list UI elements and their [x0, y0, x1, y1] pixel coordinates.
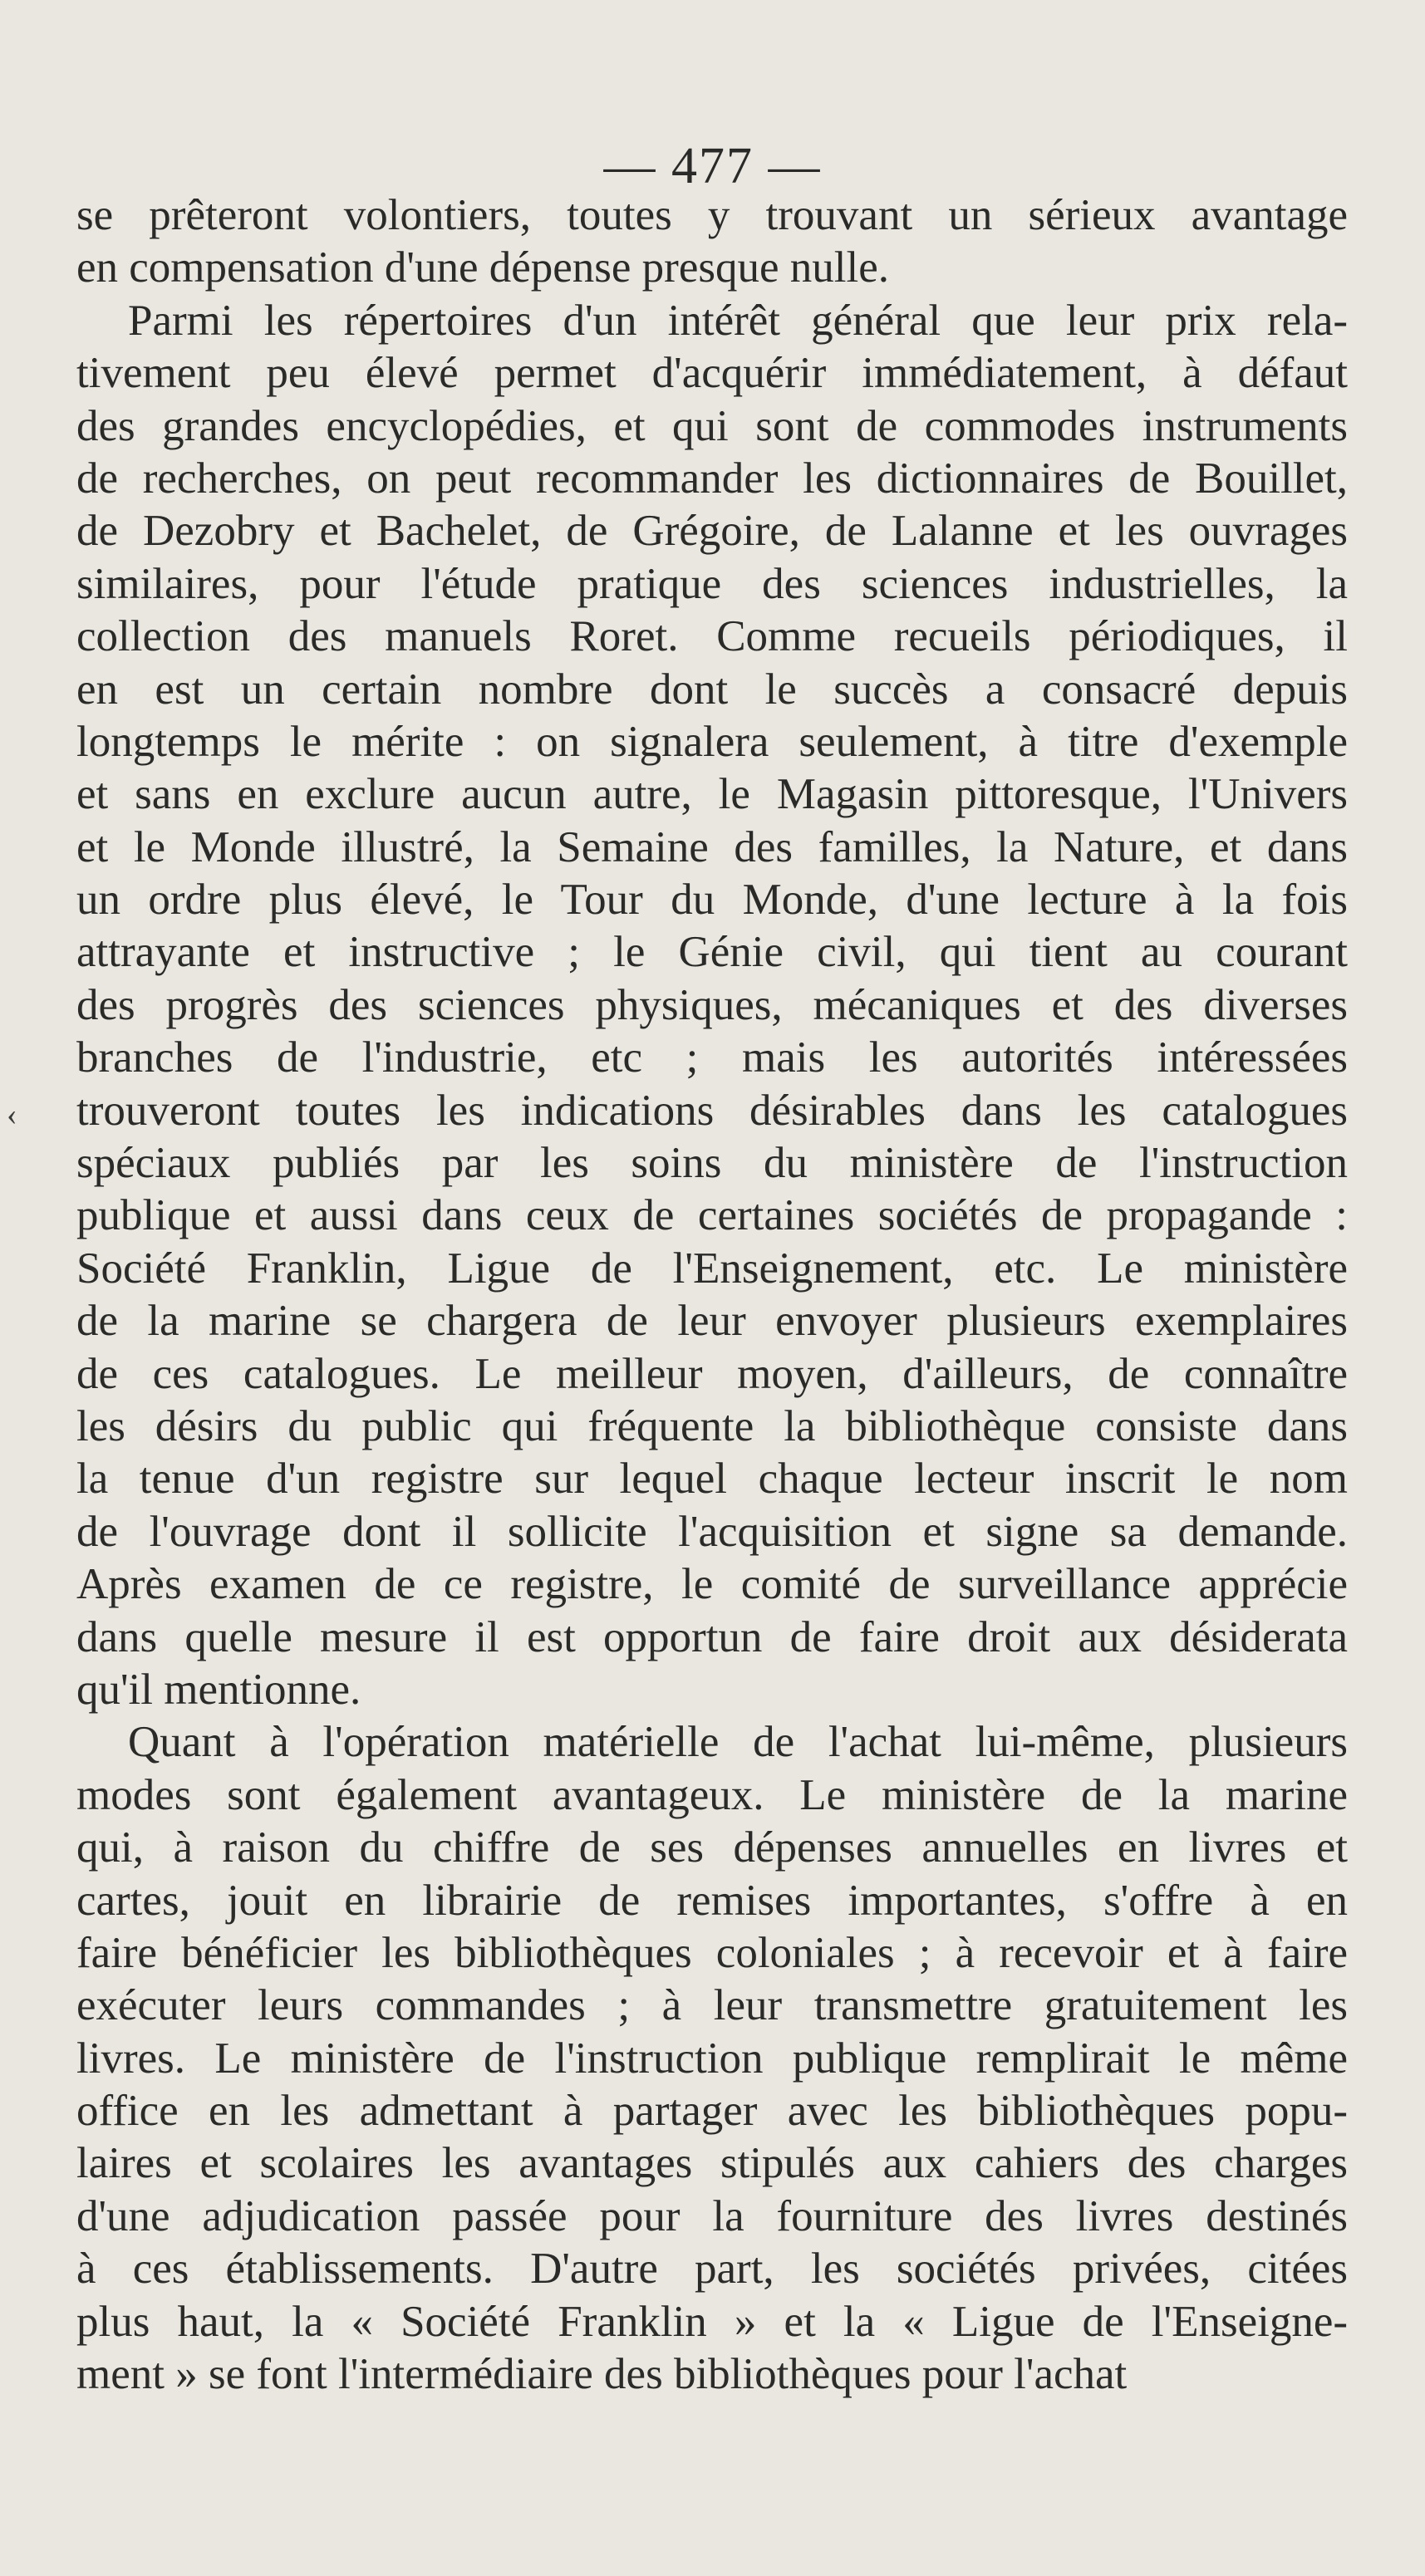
text-line: dans quelle mesure il est opportun de faire droit aux désiderata [76, 1612, 1348, 1661]
text-line: livres. Le ministère de l'instruction publique remplirait le même [76, 2034, 1348, 2083]
text-line: longtemps le mérite : on signalera seulement, à titre d'exemple [76, 717, 1348, 766]
margin-mark: ‹ [7, 1097, 17, 1132]
text-line: des grandes encyclopédies, et qui sont de commodes instruments [76, 401, 1348, 450]
body-text [76, 189, 1348, 2401]
text-line: ment » se font l'intermédiaire des bibliothèques pour l'achat [76, 2350, 1128, 2399]
text-line: faire bénéficier les bibliothèques coloniales ; à recevoir et à faire [76, 1928, 1348, 1977]
text-line: en est un certain nombre dont le succès a consacré depuis [76, 665, 1348, 714]
text-line: de la marine se chargera de leur envoyer plusieurs exemplaires [76, 1297, 1348, 1346]
text-line: trouveront toutes les indications désirables dans les catalogues [76, 1086, 1348, 1135]
text-line: Quant à l'opération matérielle de l'achat lui-même, plusieurs [128, 1718, 1348, 1767]
text-line: publique et aussi dans ceux de certaines sociétés de propagande : [76, 1191, 1348, 1240]
text-line: la tenue d'un registre sur lequel chaque lecteur inscrit le nom [76, 1455, 1348, 1504]
text-line: tivement peu élevé permet d'acquérir immédiatement, à défaut [76, 349, 1348, 398]
text-line: exécuter leurs commandes ; à leur transmettre gratuitement les [76, 1981, 1348, 2030]
text-line: plus haut, la « Société Franklin » et la « Ligue de l'Enseigne- [76, 2297, 1348, 2346]
text-line: de Dezobry et Bachelet, de Grégoire, de Lalanne et les ouvrages [76, 507, 1348, 556]
text-line: qui, à raison du chiffre de ses dépenses annuelles en livres et [76, 1823, 1348, 1872]
text-line: cartes, jouit en librairie de remises importantes, s'offre à en [76, 1876, 1348, 1925]
text-line: similaires, pour l'étude pratique des sciences industrielles, la [76, 559, 1348, 608]
text-line: de recherches, on peut recommander les dictionnaires de Bouillet, [76, 454, 1348, 503]
text-line: Après examen de ce registre, le comité de surveillance apprécie [76, 1560, 1348, 1609]
text-line: des progrès des sciences physiques, mécaniques et des diverses [76, 980, 1348, 1029]
text-line: attrayante et instructive ; le Génie civil, qui tient au courant [76, 928, 1348, 977]
text-line: en compensation d'une dépense presque nulle. [76, 243, 889, 292]
text-line: se prêteront volontiers, toutes y trouvant un sérieux avantage [76, 191, 1348, 239]
text-line: à ces établissements. D'autre part, les sociétés privées, citées [76, 2245, 1348, 2294]
text-line: modes sont également avantageux. Le ministère de la marine [76, 1770, 1348, 1819]
page-number: — 477 — [603, 138, 822, 194]
text-line: collection des manuels Roret. Comme recueils périodiques, il [76, 612, 1348, 661]
text-line: Société Franklin, Ligue de l'Enseignement, etc. Le ministère [76, 1244, 1348, 1293]
text-line: un ordre plus élevé, le Tour du Monde, d'une lecture à la fois [76, 876, 1348, 925]
text-line: spéciaux publiés par les soins du ministère de l'instruction [76, 1139, 1348, 1188]
text-line: et sans en exclure aucun autre, le Magasin pittoresque, l'Univers [76, 770, 1348, 819]
text-line: de ces catalogues. Le meilleur moyen, d'ailleurs, de connaître [76, 1349, 1348, 1398]
text-line: d'une adjudication passée pour la fourniture des livres destinés [76, 2191, 1348, 2240]
text-line: branches de l'industrie, etc ; mais les autorités intéressées [76, 1033, 1348, 1082]
text-line: office en les admettant à partager avec les bibliothèques popu- [76, 2087, 1348, 2136]
text-line: qu'il mentionne. [76, 1665, 361, 1714]
text-line: Parmi les répertoires d'un intérêt général que leur prix rela- [128, 296, 1348, 345]
text-line: et le Monde illustré, la Semaine des familles, la Nature, et dans [76, 822, 1348, 871]
text-line: de l'ouvrage dont il sollicite l'acquisition et signe sa demande. [76, 1507, 1348, 1556]
text-line: laires et scolaires les avantages stipulés aux cahiers des charges [76, 2139, 1348, 2188]
text-line: les désirs du public qui fréquente la bibliothèque consiste dans [76, 1401, 1348, 1450]
